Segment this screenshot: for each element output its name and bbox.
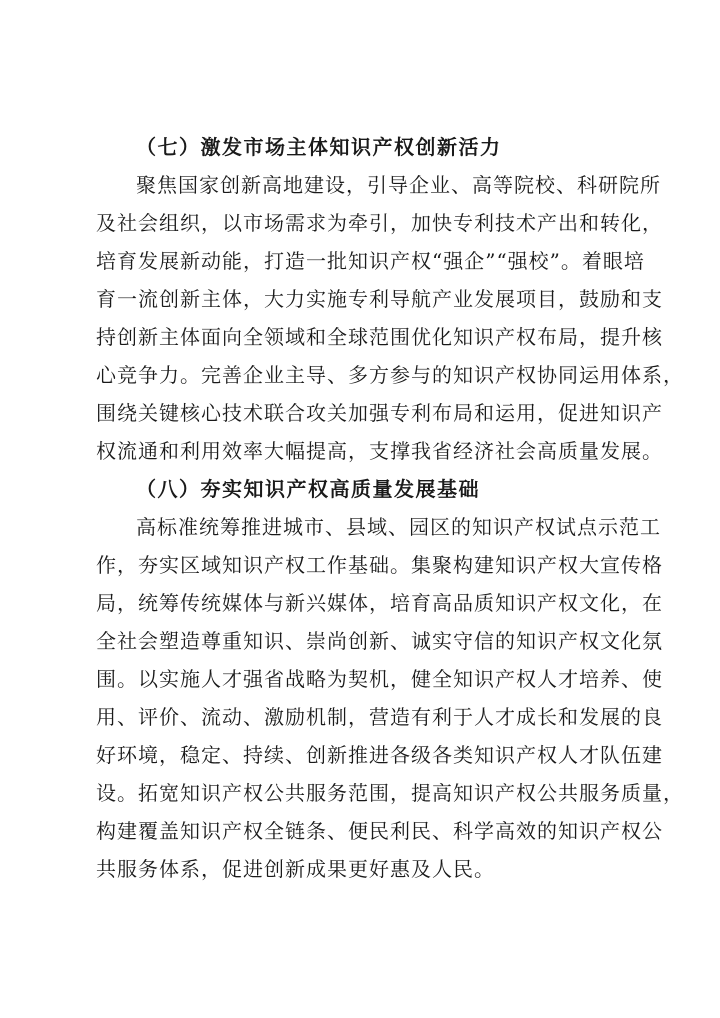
paragraph-8-line-7: 好环境，稳定、持续、创新推进各级各类知识产权人才队伍建 — [96, 743, 663, 767]
heading-section-8: （八）夯实知识产权高质量发展基础 — [136, 477, 480, 501]
paragraph-7-line-2: 及社会组织，以市场需求为牵引，加快专利技术产出和转化， — [96, 211, 663, 235]
paragraph-7-line-7: 围绕关键核心技术联合攻关加强专利布局和运用，促进知识产 — [96, 401, 663, 425]
paragraph-7-line-3: 培育发展新动能，打造一批知识产权“强企”“强校”。着眼培 — [96, 249, 645, 273]
paragraph-7-line-4: 育一流创新主体，大力实施专利导航产业发展项目，鼓励和支 — [96, 287, 663, 311]
paragraph-8-line-1: 高标准统筹推进城市、县域、园区的知识产权试点示范工 — [136, 515, 661, 539]
paragraph-8-line-6: 用、评价、流动、激励机制，营造有利于人才成长和发展的良 — [96, 705, 663, 729]
paragraph-7-line-1: 聚焦国家创新高地建设，引导企业、高等院校、科研院所 — [136, 173, 661, 197]
paragraph-8-line-9: 构建覆盖知识产权全链条、便民利民、科学高效的知识产权公 — [96, 819, 663, 843]
paragraph-8-line-4: 全社会塑造尊重知识、崇尚创新、诚实守信的知识产权文化氛 — [96, 629, 663, 653]
paragraph-7-line-8: 权流通和利用效率大幅提高，支撑我省经济社会高质量发展。 — [96, 439, 663, 463]
paragraph-7-line-5: 持创新主体面向全领域和全球范围优化知识产权布局，提升核 — [96, 325, 663, 349]
paragraph-8-line-3: 局，统筹传统媒体与新兴媒体，培育高品质知识产权文化，在 — [96, 591, 663, 615]
paragraph-8-line-5: 围。以实施人才强省战略为契机，健全知识产权人才培养、使 — [96, 667, 663, 691]
paragraph-8-line-10: 共服务体系，促进创新成果更好惠及人民。 — [96, 857, 495, 881]
paragraph-7-line-6: 心竞争力。完善企业主导、多方参与的知识产权协同运用体系， — [96, 363, 684, 387]
paragraph-8-line-2: 作，夯实区域知识产权工作基础。集聚构建知识产权大宣传格 — [96, 553, 663, 577]
paragraph-8-line-8: 设。拓宽知识产权公共服务范围，提高知识产权公共服务质量， — [96, 781, 684, 805]
heading-section-7: （七）激发市场主体知识产权创新活力 — [136, 135, 502, 159]
